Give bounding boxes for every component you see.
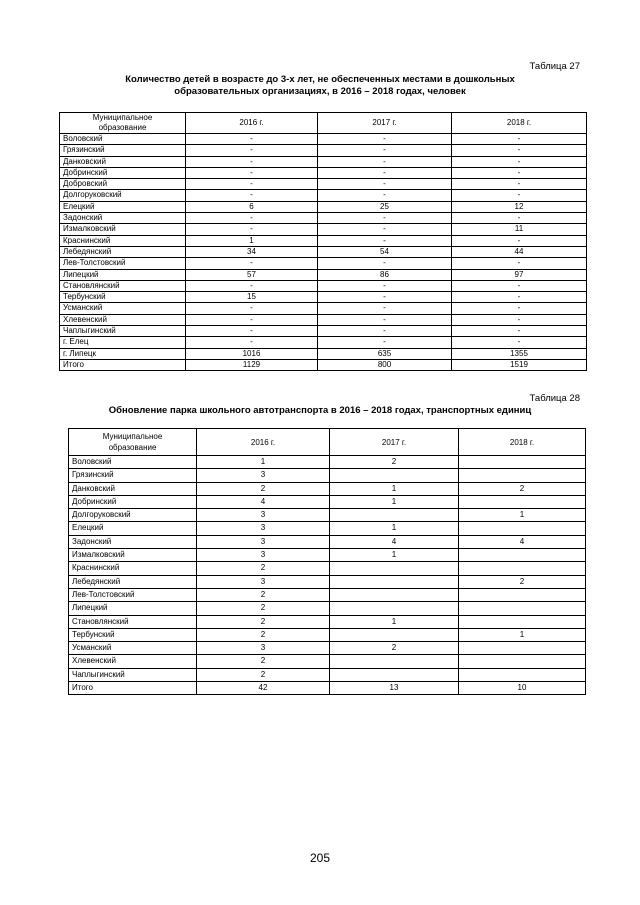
table27-header-municipality: Муниципальное образование: [60, 113, 186, 134]
table27-cell-municipality: Добровский: [60, 179, 186, 190]
table27-cell-value: -: [186, 280, 318, 291]
table27-row: [60, 280, 587, 291]
table27-header-row: [60, 113, 587, 134]
table28-cell-value: 42: [197, 682, 330, 695]
table28-row: [69, 482, 586, 495]
table27-cell-municipality: Лев-Толстовский: [60, 258, 186, 269]
table27-cell-value: -: [318, 224, 452, 235]
table28-row: [69, 562, 586, 575]
table27-cell-value: 44: [452, 246, 587, 257]
table27-cell-value: -: [186, 224, 318, 235]
table27-cell-value: -: [318, 179, 452, 190]
table27-cell-value: 1355: [452, 348, 587, 359]
table28-cell-value: [459, 668, 586, 681]
table27-cell-municipality: Тербунский: [60, 292, 186, 303]
table28-title: Обновление парка школьного автотранспорта в 2016 – 2018 годах, транспортных единиц: [108, 405, 532, 416]
table27-cell-value: -: [452, 303, 587, 314]
table27-cell-value: -: [186, 167, 318, 178]
table28-cell-value: [330, 509, 459, 522]
table28-cell-municipality: Лев-Толстовский: [69, 588, 197, 601]
table28-row: [69, 615, 586, 628]
table28-cell-municipality: Воловский: [69, 456, 197, 469]
table28-cell-municipality: Хлевенский: [69, 655, 197, 668]
table28-cell-value: [330, 628, 459, 641]
table28-row: [69, 469, 586, 482]
table27-row: [60, 179, 587, 190]
table27-row: [60, 156, 587, 167]
table27-title: [60, 74, 580, 98]
table28-header-2018: 2018 г.: [459, 429, 586, 456]
table27-row: [60, 269, 587, 280]
table27-cell-value: -: [452, 280, 587, 291]
table28-cell-value: 1: [330, 549, 459, 562]
table28-cell-municipality: Усманский: [69, 642, 197, 655]
table28-cell-value: [459, 615, 586, 628]
table27-cell-value: -: [318, 167, 452, 178]
table28-header-2017: 2017 г.: [330, 429, 459, 456]
table27-cell-municipality: Становлянский: [60, 280, 186, 291]
table27-cell-value: -: [186, 314, 318, 325]
table28-row: [69, 642, 586, 655]
table28-cell-value: 4: [197, 495, 330, 508]
table27-cell-value: -: [318, 235, 452, 246]
table27-cell-value: -: [318, 314, 452, 325]
table28-cell-value: 2: [459, 575, 586, 588]
table28-row: [69, 456, 586, 469]
table28-cell-value: 1: [197, 456, 330, 469]
table28-cell-value: 10: [459, 682, 586, 695]
table28-header-row: [69, 429, 586, 456]
table27-row: [60, 303, 587, 314]
table28-cell-municipality: Долгоруковский: [69, 509, 197, 522]
table27-row: [60, 134, 587, 145]
table27-row: [60, 201, 587, 212]
table27-cell-municipality: Краснинский: [60, 235, 186, 246]
table27-cell-municipality: Лебедянский: [60, 246, 186, 257]
table27-cell-value: -: [452, 337, 587, 348]
table27-cell-value: 1016: [186, 348, 318, 359]
table27-cell-value: 34: [186, 246, 318, 257]
table28-cell-municipality: Елецкий: [69, 522, 197, 535]
table27-cell-value: 15: [186, 292, 318, 303]
table28-cell-value: [330, 469, 459, 482]
table27-cell-value: -: [318, 292, 452, 303]
table27-cell-value: 57: [186, 269, 318, 280]
table27-caption: Таблица 27: [529, 61, 580, 72]
table28-cell-value: [330, 668, 459, 681]
table27-cell-value: -: [186, 179, 318, 190]
table28-cell-value: [459, 602, 586, 615]
table28-cell-value: [330, 575, 459, 588]
table27-cell-value: -: [452, 167, 587, 178]
table28-cell-municipality: Тербунский: [69, 628, 197, 641]
table27-cell-value: -: [318, 213, 452, 224]
table27-cell-value: -: [452, 258, 587, 269]
table27-cell-municipality: Усманский: [60, 303, 186, 314]
table27-cell-value: -: [452, 326, 587, 337]
table28-row: [69, 495, 586, 508]
table27-cell-value: 97: [452, 269, 587, 280]
table27-row: [60, 190, 587, 201]
table27-row: [60, 292, 587, 303]
table27-row: [60, 337, 587, 348]
table27-cell-value: 11: [452, 224, 587, 235]
table27-cell-municipality: г. Елец: [60, 337, 186, 348]
table28-cell-value: 2: [330, 456, 459, 469]
table28-cell-value: 2: [197, 588, 330, 601]
table27-cell-value: -: [186, 258, 318, 269]
table28-cell-value: [330, 602, 459, 615]
table28-cell-municipality: Грязинский: [69, 469, 197, 482]
table28-cell-municipality: Задонский: [69, 535, 197, 548]
table27-cell-value: -: [186, 145, 318, 156]
table27-cell-value: -: [318, 190, 452, 201]
table28-row: [69, 682, 586, 695]
table27-row: [60, 348, 587, 359]
table27-cell-value: -: [318, 303, 452, 314]
table28-caption: Таблица 28: [529, 393, 580, 404]
table28-cell-municipality: Лебедянский: [69, 575, 197, 588]
table28-row: [69, 628, 586, 641]
table27-cell-municipality: Добринский: [60, 167, 186, 178]
table28-cell-value: 1: [330, 615, 459, 628]
table28-cell-value: [459, 456, 586, 469]
table28-cell-value: 4: [330, 535, 459, 548]
table27-row: [60, 359, 587, 370]
table27-cell-value: -: [452, 292, 587, 303]
table27-cell-municipality: Чаплыгинский: [60, 326, 186, 337]
table27-cell-value: -: [452, 190, 587, 201]
table28-cell-value: [330, 562, 459, 575]
table27-cell-value: -: [318, 156, 452, 167]
table28-row: [69, 655, 586, 668]
table28-cell-municipality: Добринский: [69, 495, 197, 508]
table27-row: [60, 213, 587, 224]
table27-cell-value: 800: [318, 359, 452, 370]
table28-cell-value: [459, 588, 586, 601]
table28-cell-value: 2: [197, 668, 330, 681]
table27-cell-value: -: [452, 235, 587, 246]
table27-cell-value: -: [186, 156, 318, 167]
table27-cell-value: -: [452, 314, 587, 325]
table27-cell-municipality: Хлевенский: [60, 314, 186, 325]
table28-cell-value: 1: [330, 482, 459, 495]
table28-row: [69, 602, 586, 615]
table28-cell-value: 2: [197, 482, 330, 495]
table28-cell-value: 2: [197, 562, 330, 575]
table28-cell-value: 1: [459, 509, 586, 522]
table27-cell-value: 1129: [186, 359, 318, 370]
table28-cell-value: 1: [330, 522, 459, 535]
table28-row: [69, 588, 586, 601]
table28-row: [69, 535, 586, 548]
table28-cell-value: 3: [197, 509, 330, 522]
table28-cell-municipality: Измалковский: [69, 549, 197, 562]
table27-cell-value: -: [318, 337, 452, 348]
table27-cell-municipality: г. Липецк: [60, 348, 186, 359]
table28-cell-value: [459, 655, 586, 668]
table27-cell-value: 86: [318, 269, 452, 280]
table27-row: [60, 326, 587, 337]
table27-row: [60, 314, 587, 325]
table28-cell-value: [459, 469, 586, 482]
table27-cell-municipality: Задонский: [60, 213, 186, 224]
table27-cell-value: -: [186, 190, 318, 201]
table28-row: [69, 668, 586, 681]
table27-cell-value: -: [186, 303, 318, 314]
table27-cell-value: -: [452, 145, 587, 156]
table27-cell-value: 12: [452, 201, 587, 212]
table27-cell-value: 1: [186, 235, 318, 246]
table28-cell-value: [330, 588, 459, 601]
table28-cell-value: [330, 655, 459, 668]
table28: [68, 428, 586, 695]
table27-cell-municipality: Измалковский: [60, 224, 186, 235]
table28-cell-value: 2: [330, 642, 459, 655]
table27-cell-municipality: Липецкий: [60, 269, 186, 280]
table28-cell-value: [459, 642, 586, 655]
page-number: 205: [309, 851, 331, 865]
table27-header-2018: 2018 г.: [452, 113, 587, 134]
table28-cell-value: 1: [330, 495, 459, 508]
table28-cell-municipality: Становлянский: [69, 615, 197, 628]
table27: [59, 112, 587, 371]
table28-cell-value: 3: [197, 469, 330, 482]
table27-cell-value: -: [318, 134, 452, 145]
table27-row: [60, 258, 587, 269]
table28-header-municipality: Муниципальное образование: [69, 429, 197, 456]
table27-cell-value: -: [186, 326, 318, 337]
table28-cell-value: 3: [197, 642, 330, 655]
table27-row: [60, 145, 587, 156]
table28-row: [69, 509, 586, 522]
table28-cell-value: 2: [459, 482, 586, 495]
table27-cell-value: -: [452, 156, 587, 167]
table27-cell-municipality: Воловский: [60, 134, 186, 145]
table27-cell-municipality: Данковский: [60, 156, 186, 167]
table27-title-line2: образовательных организациях, в 2016 – 2018 годах, человек: [174, 86, 466, 97]
table28-cell-value: 3: [197, 575, 330, 588]
table27-row: [60, 246, 587, 257]
table27-row: [60, 235, 587, 246]
table27-cell-value: -: [452, 179, 587, 190]
table27-cell-value: 25: [318, 201, 452, 212]
table27-cell-municipality: Грязинский: [60, 145, 186, 156]
table28-cell-municipality: Липецкий: [69, 602, 197, 615]
table28-row: [69, 549, 586, 562]
table28-cell-value: [459, 562, 586, 575]
table28-cell-municipality: Данковский: [69, 482, 197, 495]
table27-cell-value: -: [318, 145, 452, 156]
table28-cell-value: 3: [197, 549, 330, 562]
table27-cell-value: -: [452, 213, 587, 224]
table27-cell-value: -: [186, 213, 318, 224]
table28-cell-value: 2: [197, 628, 330, 641]
table28-cell-value: 2: [197, 655, 330, 668]
table28-cell-value: 2: [197, 615, 330, 628]
table28-cell-value: [459, 522, 586, 535]
table27-header-2017: 2017 г.: [318, 113, 452, 134]
table27-cell-value: -: [186, 337, 318, 348]
table27-header-2016: 2016 г.: [186, 113, 318, 134]
table28-cell-municipality: Чаплыгинский: [69, 668, 197, 681]
table27-title-line1: Количество детей в возрасте до 3-х лет, не обеспеченных местами в дошкольных: [125, 74, 515, 85]
table27-cell-value: -: [186, 134, 318, 145]
table27-cell-value: -: [318, 326, 452, 337]
table28-row: [69, 575, 586, 588]
table27-cell-municipality: Долгоруковский: [60, 190, 186, 201]
table28-cell-value: 2: [197, 602, 330, 615]
table27-cell-municipality: Елецкий: [60, 201, 186, 212]
table27-cell-value: 1519: [452, 359, 587, 370]
table27-cell-value: -: [452, 134, 587, 145]
table27-row: [60, 224, 587, 235]
table28-cell-value: 3: [197, 535, 330, 548]
table28-cell-value: [459, 549, 586, 562]
table28-cell-value: 13: [330, 682, 459, 695]
table28-cell-value: 4: [459, 535, 586, 548]
table27-cell-municipality: Итого: [60, 359, 186, 370]
table27-cell-value: -: [318, 280, 452, 291]
table28-cell-value: 3: [197, 522, 330, 535]
table28-row: [69, 522, 586, 535]
table27-cell-value: -: [318, 258, 452, 269]
table28-cell-municipality: Итого: [69, 682, 197, 695]
table28-header-2016: 2016 г.: [197, 429, 330, 456]
table27-cell-value: 635: [318, 348, 452, 359]
table27-cell-value: 54: [318, 246, 452, 257]
table27-cell-value: 6: [186, 201, 318, 212]
table27-row: [60, 167, 587, 178]
table28-cell-municipality: Краснинский: [69, 562, 197, 575]
table28-cell-value: 1: [459, 628, 586, 641]
table28-cell-value: [459, 495, 586, 508]
